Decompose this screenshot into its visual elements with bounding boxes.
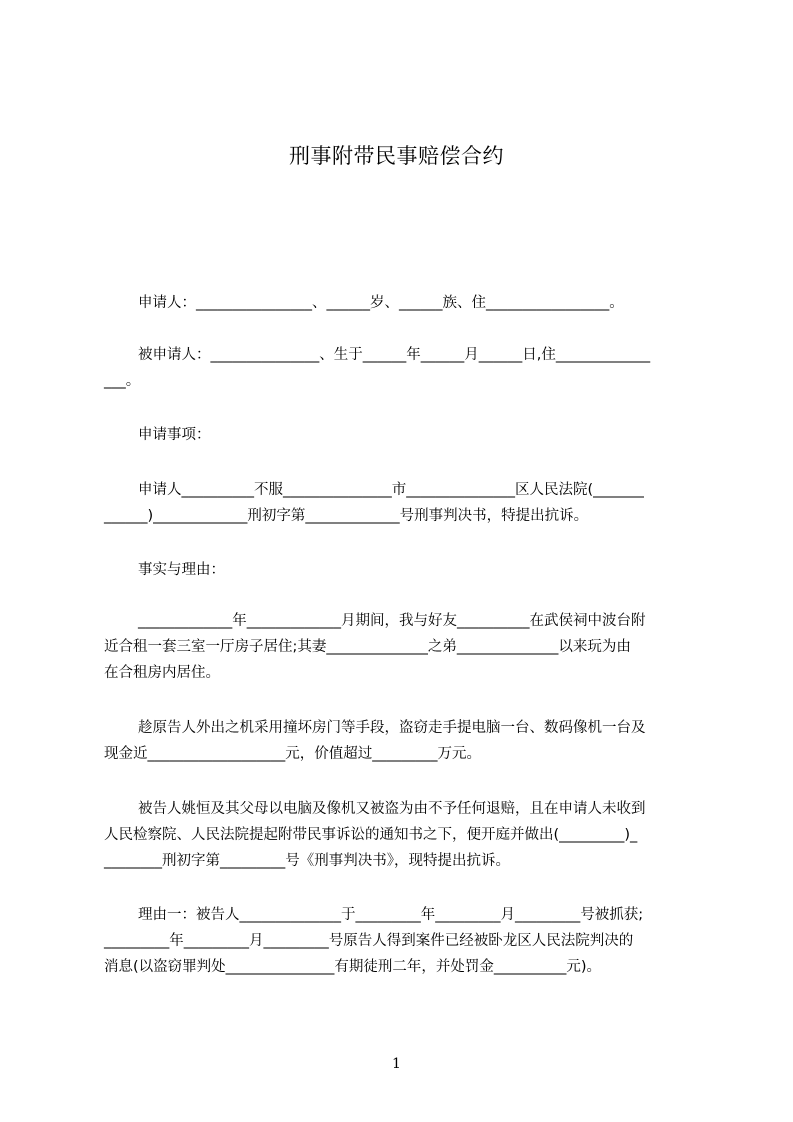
paragraph-heading-facts	[104, 557, 702, 583]
section-heading: 事实与理由：	[138, 562, 225, 578]
paragraph-line: ______)_____________刑初字第_____________号刑事判决书，特提出抗诉。	[104, 508, 589, 524]
paragraph-facts-theft	[104, 715, 702, 767]
paragraph-line: 趁原告人外出之机采用撞坏房门等手段，盗窃走手提电脑一台、数码像机一台及	[138, 720, 646, 736]
paragraph-line: ___。	[104, 373, 141, 389]
page-number: 1	[392, 1056, 401, 1072]
paragraph-appeal-request	[104, 477, 702, 529]
paragraph-line: 近合租一套三室一厅房子居住;其妻______________之弟______________以来玩为由	[104, 639, 631, 655]
paragraph-heading-request	[104, 422, 702, 448]
paragraph-line: 申请人：________________、______岁、______族、住_________________。	[138, 295, 624, 311]
paragraph-facts-judgment	[104, 796, 702, 874]
paragraph-line: _________年_________月_________号原告人得到案件已经被卧龙区人民法院判决的	[104, 933, 634, 949]
paragraph-line: ________刑初字第_________号《刑事判决书》，现特提出抗诉。	[104, 853, 510, 869]
paragraph-line: 被告人姚恒及其父母以电脑及像机又被盗为由不予任何退赔，且在申请人未收到	[138, 801, 646, 817]
paragraph-facts-residence	[104, 608, 702, 686]
paragraph-reason-one	[104, 902, 702, 980]
paragraph-line: 理由一：被告人______________于_________年_________月_________号被抓获;	[138, 907, 644, 923]
paragraph-line: 在合租房内居住。	[104, 665, 220, 681]
paragraph-respondent	[104, 342, 702, 394]
paragraph-line: 申请人__________不服_______________市_______________区人民法院(_______	[138, 482, 644, 498]
paragraph-applicant	[104, 290, 702, 316]
paragraph-line: 现金近___________________元，价值超过_________万元。	[104, 746, 481, 762]
paragraph-line: 被申请人：_______________、生于______年______月______日,住_____________	[138, 347, 651, 363]
paragraph-line: 人民检察院、人民法院提起附带民事诉讼的通知书之下，便开庭并做出(_________)_	[104, 827, 638, 843]
paragraph-line: 消息(以盗窃罪判处_______________有期徒刑二年，并处罚金__________元)。	[104, 959, 602, 975]
document-title: 刑事附带民事赔偿合约	[289, 144, 504, 168]
paragraph-line: _____________年_____________月期间，我与好友__________在武侯祠中波台附	[138, 613, 646, 629]
section-heading: 申请事项：	[138, 427, 211, 443]
